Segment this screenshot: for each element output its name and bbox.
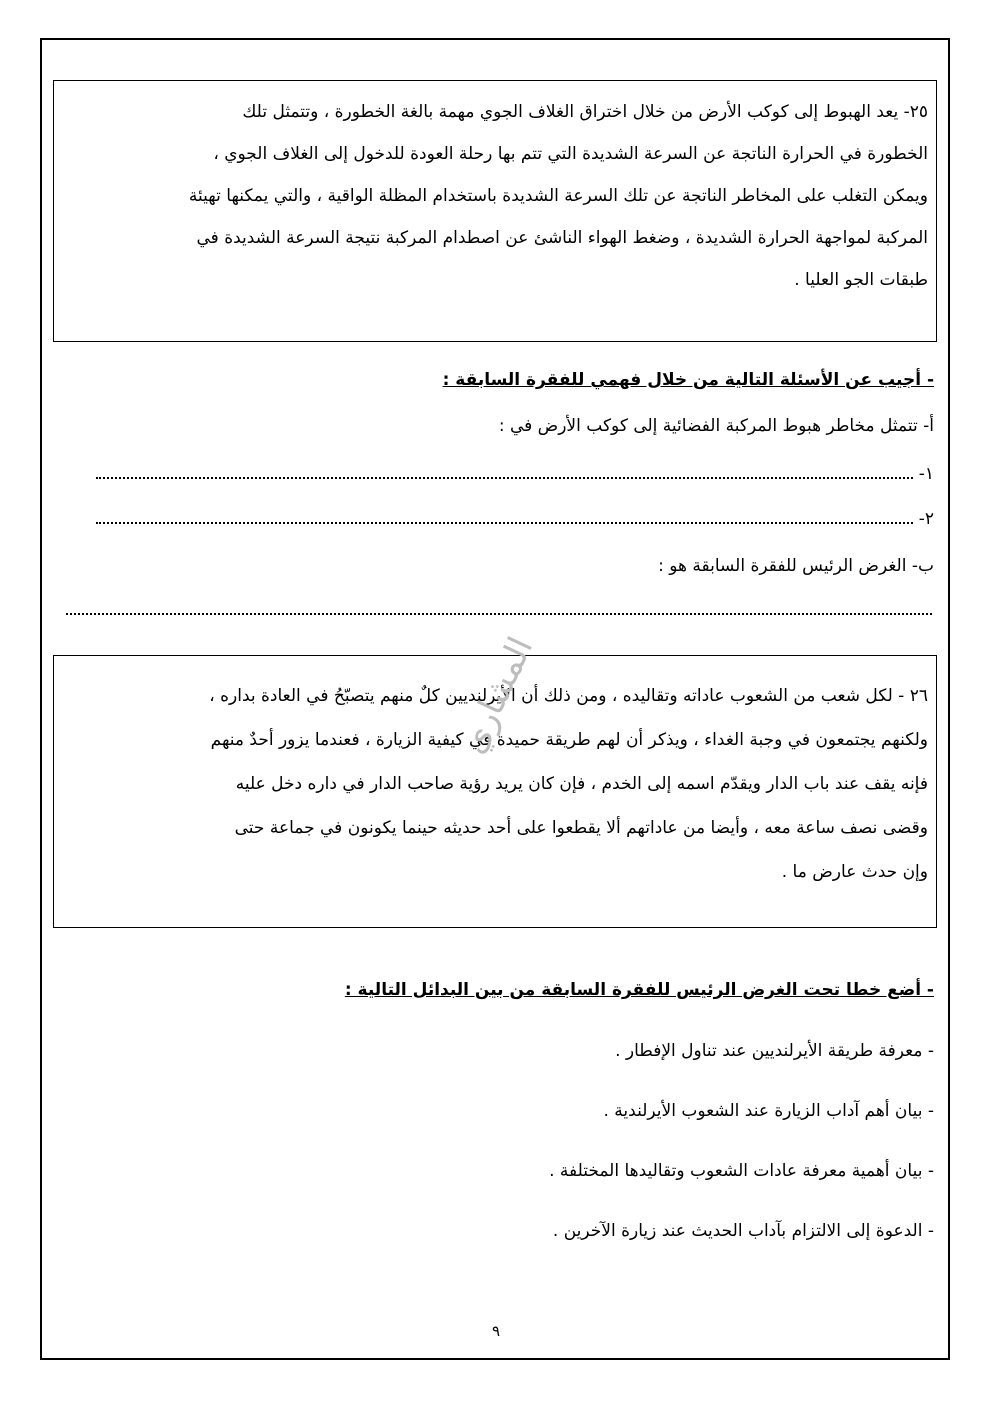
answer-line-2[interactable] [96,505,934,529]
option-1[interactable]: - معرفة طريقة الأيرلنديين عند تناول الإفطار . [615,1041,934,1061]
passage-25-line: المركبة لمواجهة الحرارة الشديدة ، وضغط الهواء الناشئ عن اصطدام المركبة نتيجة السرعة الشديدة في [196,228,928,248]
watermark-text: المشاري [452,631,542,760]
answer-b-dotted-line[interactable] [66,613,932,615]
passage-25-line: ويمكن التغلب على المخاطر الناتجة عن تلك السرعة الشديدة باستخدام المظلة الواقية ، والتي يمكنها تهيئة [188,186,928,206]
question-part-b: ب- الغرض الرئيس للفقرة السابقة هو : [658,556,934,576]
passage-26-line: فإنه يقف عند باب الدار ويقدّم اسمه إلى الخدم ، فإن كان يريد رؤية صاحب الدار في داره دخل عليه [235,774,928,794]
option-4[interactable]: - الدعوة إلى الالتزام بآداب الحديث عند زيارة الآخرين . [552,1221,934,1241]
passage-25-line: الخطورة في الحرارة الناتجة عن السرعة الشديدة التي تتم بها رحلة العودة للدخول إلى الغلاف الجوي ، [213,144,928,164]
questions-25-heading: - أجيب عن الأسئلة التالية من خلال فهمي للفقرة السابقة : [442,370,934,390]
passage-26-line: ٢٦ - لكل شعب من الشعوب عاداته وتقاليده ، ومن ذلك أن الأيرلنديين كلٌ منهم يتصبّحُ في العادة بداره ، [209,686,928,706]
questions-26-heading: - أضع خطا تحت الغرض الرئيس للفقرة السابقة من بين البدائل التالية : [344,980,934,1000]
passage-26-line: ولكنهم يجتمعون في وجبة الغداء ، ويذكر أن لهم طريقة حميدة في كيفية الزيارة ، فعندما يزور أحدٌ منهم [210,730,928,750]
answer-1-dotted-line[interactable] [96,477,913,479]
passage-25-box [53,80,937,342]
answer-2-number: ٢- [918,509,934,529]
page-number: ٩ [491,1322,501,1340]
question-part-a: أ- تتمثل مخاطر هبوط المركبة الفضائية إلى كوكب الأرض في : [498,416,934,436]
answer-1-number: ١- [918,464,934,484]
answer-2-dotted-line[interactable] [96,522,913,524]
passage-26-line: وقضى نصف ساعة معه ، وأيضا من عاداتهم ألا يقطعوا على أحد حديثه حينما يكونون في جماعة حتى [234,818,928,838]
answer-line-1[interactable] [96,460,934,484]
passage-25-line: طبقات الجو العليا . [794,270,928,290]
passage-25-line: ٢٥- يعد الهبوط إلى كوكب الأرض من خلال اختراق الغلاف الجوي مهمة بالغة الخطورة ، وتتمثل تلك [242,102,928,122]
option-2[interactable]: - بيان أهم آداب الزيارة عند الشعوب الأيرلندية . [603,1101,934,1121]
passage-26-box [53,655,937,928]
passage-26-line: وإن حدث عارض ما . [781,862,928,882]
option-3[interactable]: - بيان أهمية معرفة عادات الشعوب وتقاليدها المختلفة . [549,1161,934,1181]
